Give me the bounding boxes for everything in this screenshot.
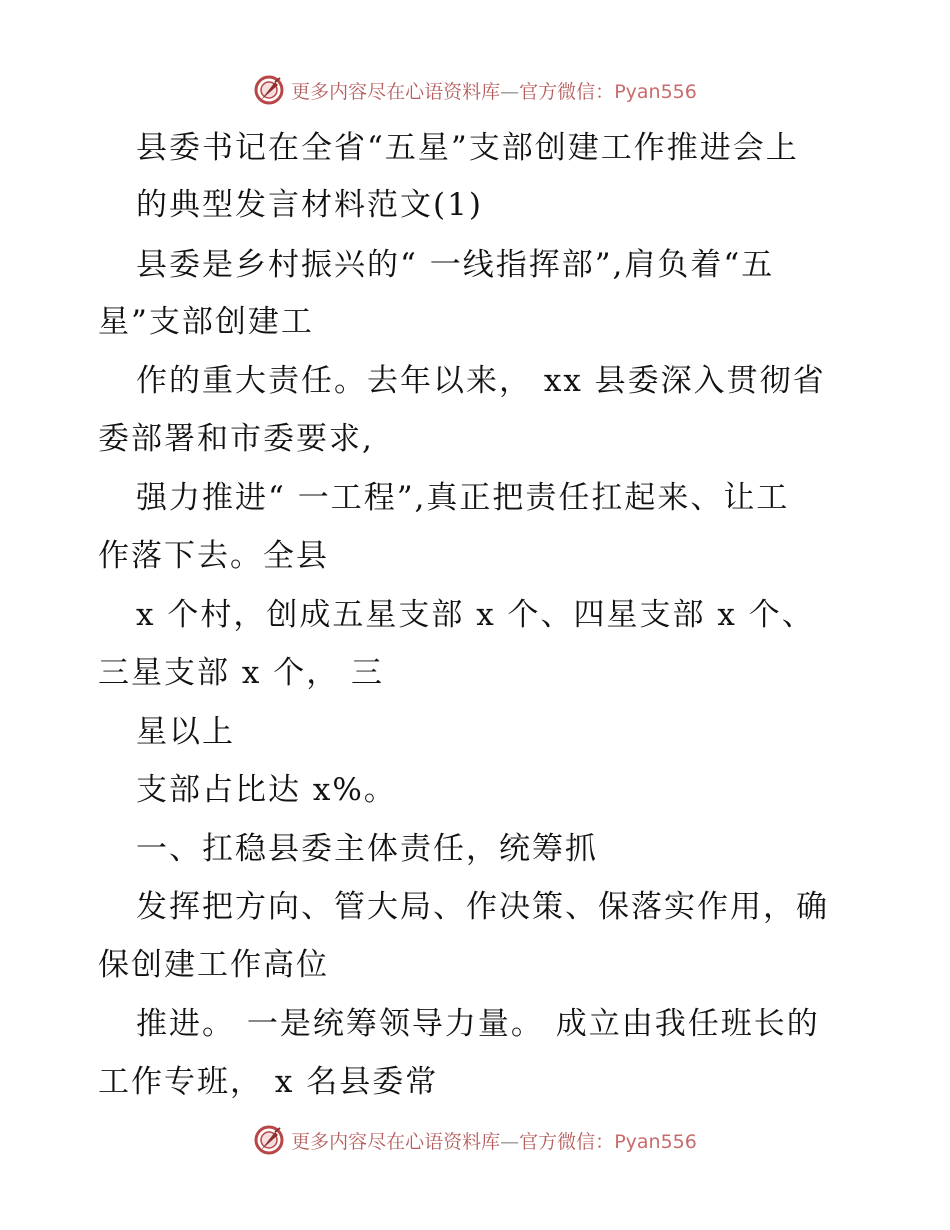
footer-watermark	[0, 1120, 950, 1160]
paragraph-line: 强力推进“ 一工程”,真正把责任扛起来、让工	[136, 480, 790, 516]
paragraph-line: 推进。 一是统筹领导力量。 成立由我任班长的	[136, 1006, 820, 1042]
paragraph-line: 发挥把方向、管大局、作决策、保落实作用，确	[136, 889, 829, 925]
quill-seal-icon	[253, 74, 285, 106]
paragraph-line: 支部占比达 x%。	[136, 772, 397, 808]
doc-title-line-2: 的典型发言材料范文(1)	[136, 187, 483, 223]
paragraph-line: 星”支部创建工	[98, 304, 314, 340]
header-watermark	[0, 70, 950, 110]
watermark-text: 更多内容尽在心语资料库—官方微信：Pyan556	[291, 1130, 697, 1153]
section-heading: 一、扛稳县委主体责任，统筹抓	[136, 831, 598, 867]
paragraph-line: 作落下去。全县	[98, 538, 329, 574]
doc-title-line-1: 县委书记在全省“五星”支部创建工作推进会上	[136, 130, 799, 166]
paragraph-line: 三星支部 x 个， 三	[98, 655, 385, 691]
watermark-text: 更多内容尽在心语资料库—官方微信：Pyan556	[291, 80, 697, 103]
paragraph-line: 星以上	[136, 714, 235, 750]
paragraph-line: 县委是乡村振兴的“ 一线指挥部”,肩负着“五	[136, 247, 775, 283]
paragraph-line: 作的重大责任。去年以来， xx 县委深入贯彻省	[136, 363, 826, 399]
paragraph-line: x 个村，创成五星支部 x 个、四星支部 x 个、	[136, 597, 815, 633]
paragraph-line: 保创建工作高位	[98, 947, 329, 983]
quill-seal-icon	[253, 1124, 285, 1156]
paragraph-line: 工作专班， x 名县委常	[98, 1064, 439, 1100]
paragraph-line: 委部署和市委要求,	[98, 421, 374, 457]
